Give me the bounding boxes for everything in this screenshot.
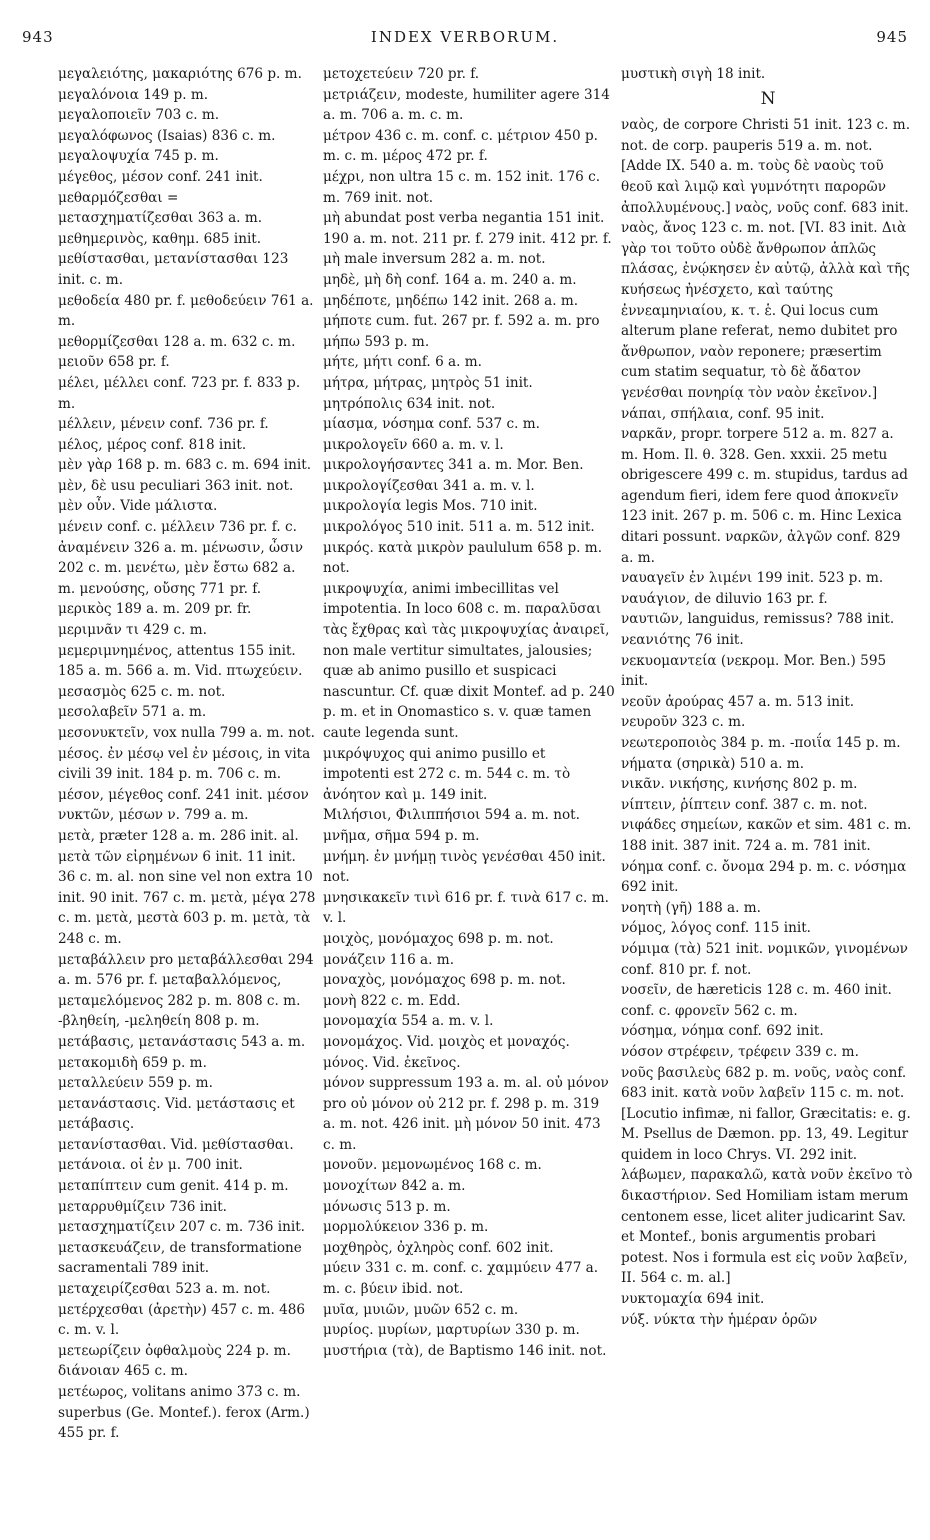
index-entry: μοναχὸς, μονόμαχος 698 p. m. not. bbox=[323, 972, 566, 989]
index-entry: νεκυομαντεία (νεκρομ. Mor. Ben.) 595 init. bbox=[621, 652, 887, 690]
index-entry: μονομαχία 554 a. m. v. l. bbox=[323, 1013, 494, 1030]
index-entry: μέτρον 436 c. m. conf. c. μέτριον 450 p. m. c. m. μέρος 472 pr. f. bbox=[323, 127, 598, 165]
index-entry: μεθοδεία 480 pr. f. μεθοδεύειν 761 a. m. bbox=[58, 292, 314, 330]
index-entry: μόνον suppressum 193 a. m. al. οὐ μόνον pro οὐ μόνον οὐ 212 pr. f. 298 p. m. 319 a. m. not. 426 init. μὴ μόνον 50 init. 473 c. m. bbox=[323, 1075, 609, 1153]
index-entry: μηδὲ, μὴ δὴ conf. 164 a. m. 240 a. m. bbox=[323, 271, 577, 288]
index-entry: Μιλήσιοι, Φιλιππήσιοι 594 a. m. not. bbox=[323, 807, 580, 824]
index-entry: μεταπίπτειν cum genit. 414 p. m. bbox=[58, 1178, 289, 1195]
index-entry: μηδέποτε, μηδέπω 142 init. 268 a. m. bbox=[323, 292, 579, 309]
index-entry: μετριάζειν, modeste, humiliter agere 314 a. m. 706 a. m. c. m. bbox=[323, 86, 610, 124]
index-entry: νυκτομαχία 694 init. bbox=[621, 1291, 765, 1308]
index-entry: ναὸς, de corpore Christi 51 init. 123 c. m. not. de corp. pauperis 519 a. m. not. [Adde IX. 540 a. m. τοὺς δὲ ναοὺς τοῦ θεοῦ καὶ λιμῷ καὶ γυμνότητι παρορῶν ἀπολλυμένους.] ναὸς, νοῦς conf. 683 init. ναὸς, ἄνος 123 c. m. not. [VI. 83 init. Διὰ γὰρ τοι τοῦτο οὐδὲ ἄνθρωπον ἁπλῶς πλάσας, ἐνῴκησεν ἐν αὐτῷ, ἀλλὰ καὶ τῆς κυήσεως ἠνέσχετο, καὶ ταύτης ἐννεαμηνιαίου, κ. τ. ἑ. Qui locus cum alterum plane referat, nemo dubitet pro ἄνθρωπον, ναὸν reponere; præsertim cum statim sequatur, τὸ δὲ ἄδατον γενέσθαι πονηρίᾳ τὸν ναὸν ἐκεῖνον.] bbox=[621, 117, 911, 401]
index-entry: μεταβάλλειν pro μεταβάλλεσθαι 294 a. m. 576 pr. f. μεταβαλλόμενος, μεταμελόμενος 282 p. m. 808 c. m. -βληθείη, -μεληθείη 808 p. m. bbox=[58, 951, 314, 1030]
index-entry: μετεωρίζειν ὀφθαλμοὺς 224 p. m. διάνοιαν 465 c. m. bbox=[58, 1342, 291, 1380]
index-entry: μετοχετεύειν 720 pr. f. bbox=[323, 66, 480, 82]
index-entry: μεσολαβεῖν 571 a. m. bbox=[58, 704, 207, 721]
index-entry: μικρόψυχος qui animo pusillo et impotenti est 272 c. m. 544 c. m. τὸ ἀνόητον καὶ μ. 149 init. bbox=[323, 745, 571, 803]
index-entry: νίπτειν, ῥίπτειν conf. 387 c. m. not. bbox=[621, 796, 868, 813]
index-entry: ναυαγεῖν ἐν λιμένι 199 init. 523 p. m. bbox=[621, 570, 884, 587]
index-entry: μετανάστασις. Vid. μετάστασις et μετάβασις. bbox=[58, 1095, 295, 1133]
index-entry: μεταρρυθμίζειν 736 init. bbox=[58, 1198, 227, 1215]
index-entry: μερικὸς 189 a. m. 209 pr. fr. bbox=[58, 601, 252, 618]
index-entry: μυρίος. μυρίων, μαρτυρίων 330 p. m. bbox=[323, 1322, 580, 1339]
index-entry: μέλλειν, μένειν conf. 736 pr. f. bbox=[58, 416, 269, 433]
index-entry: νεανιότης 76 init. bbox=[621, 632, 744, 649]
index-entry: μεταλλεύειν 559 p. m. bbox=[58, 1075, 213, 1092]
index-entry: μεθορμίζεσθαι 128 a. m. 632 c. m. bbox=[58, 333, 296, 350]
index-entry: νικᾶν. νικήσης, κινήσης 802 p. m. bbox=[621, 776, 858, 793]
index-entry: μνήμη. ἐν μνήμῃ τινὸς γενέσθαι 450 init. not. bbox=[323, 848, 606, 886]
index-entry: μετὰ, præter 128 a. m. 286 init. al. μετὰ τῶν εἰρημένων 6 init. 11 init. 36 c. m. al. non sine vel non extra 10 init. 90 init. 767 c. m. μετὰ, μέγα 278 c. m. μετὰ, μεστὰ 603 p. m. μετὰ, τὰ 248 c. m. bbox=[58, 827, 316, 947]
index-entry: μυῖα, μυιῶν, μυῶν 652 c. m. bbox=[323, 1301, 519, 1318]
index-entry: νόμος, λόγος conf. 115 init. bbox=[621, 920, 812, 937]
index-entry: ναρκᾶν, propr. torpere 512 a. m. 827 a. m. Hom. Il. θ. 328. Gen. xxxii. 25 metu obrigescere 499 c. m. stupidus, tardus ad agendum fieri, idem fere quod ἀποκνεῖν 123 init. 267 p. m. 506 c. m. Hinc Lexica ditari possunt. ναρκῶν, ἀλγῶν conf. 829 a. m. bbox=[621, 426, 908, 566]
index-entry: μέχρι, non ultra 15 c. m. 152 init. 176 c. m. 769 init. not. bbox=[323, 168, 601, 206]
index-entry: μὴ abundat post verba negantia 151 init. 190 a. m. not. 211 pr. f. 279 init. 412 pr. f. μὴ male inversum 282 a. m. not. bbox=[323, 210, 612, 268]
index-entry: μετασκευάζειν, de transformatione sacramentali 789 init. bbox=[58, 1239, 302, 1277]
index-entry: μεθημερινὸς, καθημ. 685 init. bbox=[58, 230, 262, 247]
index-entry: μέλει, μέλλει conf. 723 pr. f. 833 p. m. bbox=[58, 374, 301, 412]
index-entry: μετέρχεσθαι (ἀρετὴν) 457 c. m. 486 c. m. v. l. bbox=[58, 1301, 306, 1339]
page-title: INDEX VERBORUM. bbox=[370, 28, 560, 46]
index-entry: μέλος, μέρος conf. 818 init. bbox=[58, 436, 247, 453]
index-entry: μετασχηματίζειν 207 c. m. 736 init. bbox=[58, 1219, 305, 1236]
index-entry: μύειν 331 c. m. conf. c. χαμμύειν 477 a. m. c. βύειν ibid. not. bbox=[323, 1260, 599, 1298]
index-entry: νάπαι, σπήλαια, conf. 95 init. bbox=[621, 405, 825, 422]
index-entry: νύξ. νύκτα τὴν ἡμέραν ὁρῶν bbox=[621, 1311, 818, 1328]
index-entry: νεοῦν ἀρούρας 457 a. m. 513 init. bbox=[621, 693, 855, 710]
index-entry: μορμολύκειον 336 p. m. bbox=[323, 1219, 489, 1236]
index-entry: νοσεῖν, de hæreticis 128 c. m. 460 init. conf. c. φρονεῖν 562 c. m. bbox=[621, 982, 892, 1019]
index-entry: μνησικακεῖν τινὶ 616 pr. f. τινὰ 617 c. m. v. l. bbox=[323, 889, 609, 927]
index-entry: νεωτεροποιὸς 384 p. m. -ποιΐα 145 p. m. bbox=[621, 735, 901, 751]
index-entry: μεγαλόνοια 149 p. m. bbox=[58, 86, 209, 103]
index-entry: μεσονυκτεῖν, vox nulla 799 a. m. not. bbox=[58, 725, 315, 741]
index-entry: μονοχίτων 842 a. m. bbox=[323, 1178, 466, 1195]
index-entry: νοητὴ (γῆ) 188 a. m. bbox=[621, 899, 761, 916]
index-entry: μονὴ 822 c. m. Edd. bbox=[323, 992, 461, 1009]
index-entry: νόημα conf. c. ὄνομα 294 p. m. c. νόσημα 692 init. bbox=[621, 858, 907, 896]
index-entry: μικρολόγος 510 init. 511 a. m. 512 init. bbox=[323, 519, 595, 536]
index-entry: μόνωσις 513 p. m. bbox=[323, 1198, 451, 1215]
index-entry: μεγαλειότης, μακαριότης 676 p. m. bbox=[58, 66, 302, 82]
index-entry: μεριμνᾶν τι 429 c. m. μεμεριμνημένος, attentus 155 init. 185 a. m. 566 a. m. Vid. πτωχεύειν. bbox=[58, 622, 303, 680]
index-entry: μόνος. Vid. ἐκεῖνος. bbox=[323, 1054, 461, 1071]
column-left bbox=[58, 64, 316, 1444]
index-entry: μητρόπολις 634 init. not. bbox=[323, 395, 496, 412]
index-entry: μυστήρια (τὰ), de Baptismo 146 init. not. bbox=[323, 1342, 607, 1359]
index-entry: νόσον στρέφειν, τρέφειν 339 c. m. bbox=[621, 1043, 859, 1060]
index-entry: νευροῦν 323 c. m. bbox=[621, 714, 746, 731]
index-entry: μοχθηρὸς, ὀχληρὸς conf. 602 init. bbox=[323, 1239, 554, 1256]
index-entry: μήτε, μήτι conf. 6 a. m. bbox=[323, 354, 483, 371]
index-entry: μικρολογίζεσθαι 341 a. m. v. l. bbox=[323, 477, 535, 494]
index-entry: μένειν conf. c. μέλλειν 736 pr. f. c. ἀναμένειν 326 a. m. μένωσιν, ὦσιν 202 c. m. μενέτω, μὲν ἔστω 682 a. m. μενούσης, οὔσης 771 pr. f. bbox=[58, 519, 303, 597]
index-entry: μεθαρμόζεσθαι = μετασχηματίζεσθαι 363 a. m. bbox=[58, 189, 263, 227]
index-entry: μικρολογεῖν 660 a. m. v. l. μικρολογήσαντες 341 a. m. Mor. Ben. bbox=[323, 436, 584, 474]
index-entry: μεθίστασθαι, μετανίστασθαι 123 init. c. m. bbox=[58, 251, 289, 288]
index-entry: μεταχειρίζεσθαι 523 a. m. not. bbox=[58, 1281, 271, 1298]
index-entry: μονάζειν 116 a. m. bbox=[323, 951, 455, 968]
index-entry: μετανίστασθαι. Vid. μεθίστασθαι. bbox=[58, 1136, 294, 1153]
index-entry: μεσασμὸς 625 c. m. not. bbox=[58, 683, 226, 700]
index-entry: μικροψυχία, animi imbecillitas vel impotentia. In loco 608 c. m. παραλῦσαι τὰς ἔχθρας καὶ τὰς μικροψυχίας ἀναιρεῖ, non male vertitur simultates, jalousies; quæ ab animo pusillo et suspicaci nascuntur. Cf. quæ dixit Montef. ad p. 240 p. m. et in Onomastico s. v. quæ tamen caute legenda sunt. bbox=[323, 580, 615, 741]
index-entry: νιφάδες σημείων, κακῶν et sim. 481 c. m. 188 init. 387 init. 724 a. m. 781 init. bbox=[621, 817, 912, 854]
index-entry: νήματα (σηρικὰ) 510 a. m. bbox=[621, 755, 805, 772]
index-entry: μήτρα, μήτρας, μητρὸς 51 init. bbox=[323, 374, 533, 391]
section-letter: N bbox=[760, 88, 776, 109]
index-entry: μονομάχος. Vid. μοιχὸς et μοναχός. bbox=[323, 1033, 570, 1050]
index-entry: μετάβασις, μετανάστασις 543 a. m. bbox=[58, 1033, 306, 1050]
index-entry: μετάνοια. οἱ ἐν μ. 700 init. bbox=[58, 1157, 243, 1174]
index-entry: μήποτε cum. fut. 267 pr. f. 592 a. m. pro μήπω 593 p. m. bbox=[323, 313, 600, 350]
index-entry: μονοῦν. μεμονωμένος 168 c. m. bbox=[323, 1157, 542, 1174]
index-entry: μνῆμα, σῆμα 594 p. m. bbox=[323, 827, 480, 844]
column-middle bbox=[323, 64, 615, 1361]
running-header bbox=[0, 28, 930, 54]
index-entry: νόμιμα (τὰ) 521 init. νομικῶν, γινομένων conf. 810 pr. f. not. bbox=[621, 940, 908, 978]
index-entry: μοιχὸς, μονόμαχος 698 p. m. not. bbox=[323, 930, 554, 947]
index-entry: μὲν γὰρ 168 p. m. 683 c. m. 694 init. μὲν, δὲ usu peculiari 363 init. not. μὲν οὖν. Vide μάλιστα. bbox=[58, 457, 312, 515]
index-entry: νόσημα, νόημα conf. 692 init. bbox=[621, 1023, 824, 1040]
page-number-left: 943 bbox=[22, 28, 54, 46]
index-entry: μεγαλοποιεῖν 703 c. m. bbox=[58, 107, 220, 124]
page-number-right: 945 bbox=[876, 28, 908, 46]
index-entry: μεγαλόφωνος (Isaias) 836 c. m. bbox=[58, 127, 276, 144]
index-entry: μέσος. ἐν μέσῳ vel ἐν μέσοις, in vita civili 39 init. 184 p. m. 706 c. m. μέσον, μέγεθος conf. 241 init. μέσον νυκτῶν, μέσων ν. 799 a. m. bbox=[58, 745, 311, 824]
index-entry: ναυάγιον, de diluvio 163 pr. f. bbox=[621, 590, 828, 607]
index-entry: ναυτιῶν, languidus, remissus? 788 init. bbox=[621, 611, 895, 628]
index-entry: μικρός. κατὰ μικρὸν paululum 658 p. m. not. bbox=[323, 539, 603, 577]
index-entry: νοῦς βασιλεὺς 682 p. m. νοῦς, ναὸς conf. 683 init. κατὰ νοῦν λαβεῖν 115 c. m. not. [Locutio infimæ, ni fallor, Græcitatis: e. g. M. Psellus de Dæmon. pp. 13, 49. Legitur quidem in loco Chrys. VI. 292 init. λάβωμεν, παρακαλῶ, κατὰ νοῦν ἐκεῖνο τὸ δικαστήριον. Sed Homiliam istam merum centonem esse, licet aliter judicarint Sav. et Montef., bonis argumentis probari potest. Nos i formula est εἰς νοῦν λαβεῖν, II. 564 c. m. al.] bbox=[621, 1064, 913, 1287]
entry-list bbox=[621, 115, 915, 1330]
index-entry: μέγεθος, μέσον conf. 241 init. bbox=[58, 168, 263, 185]
index-entry: μυστικὴ σιγὴ 18 init. bbox=[621, 66, 766, 82]
index-entry: μεγαλοψυχία 745 p. m. bbox=[58, 148, 219, 165]
index-entry: μίασμα, νόσημα conf. 537 c. m. bbox=[323, 416, 540, 433]
index-entry: μετέωρος, volitans animo 373 c. m. superbus (Ge. Montef.). ferox (Arm.) 455 pr. f. bbox=[58, 1384, 310, 1442]
index-entry: μειοῦν 658 pr. f. bbox=[58, 354, 170, 371]
index-entry: μικρολογία legis Mos. 710 init. bbox=[323, 498, 538, 515]
index-entry: μετακομιδὴ 659 p. m. bbox=[58, 1054, 207, 1071]
column-right bbox=[621, 64, 915, 1330]
